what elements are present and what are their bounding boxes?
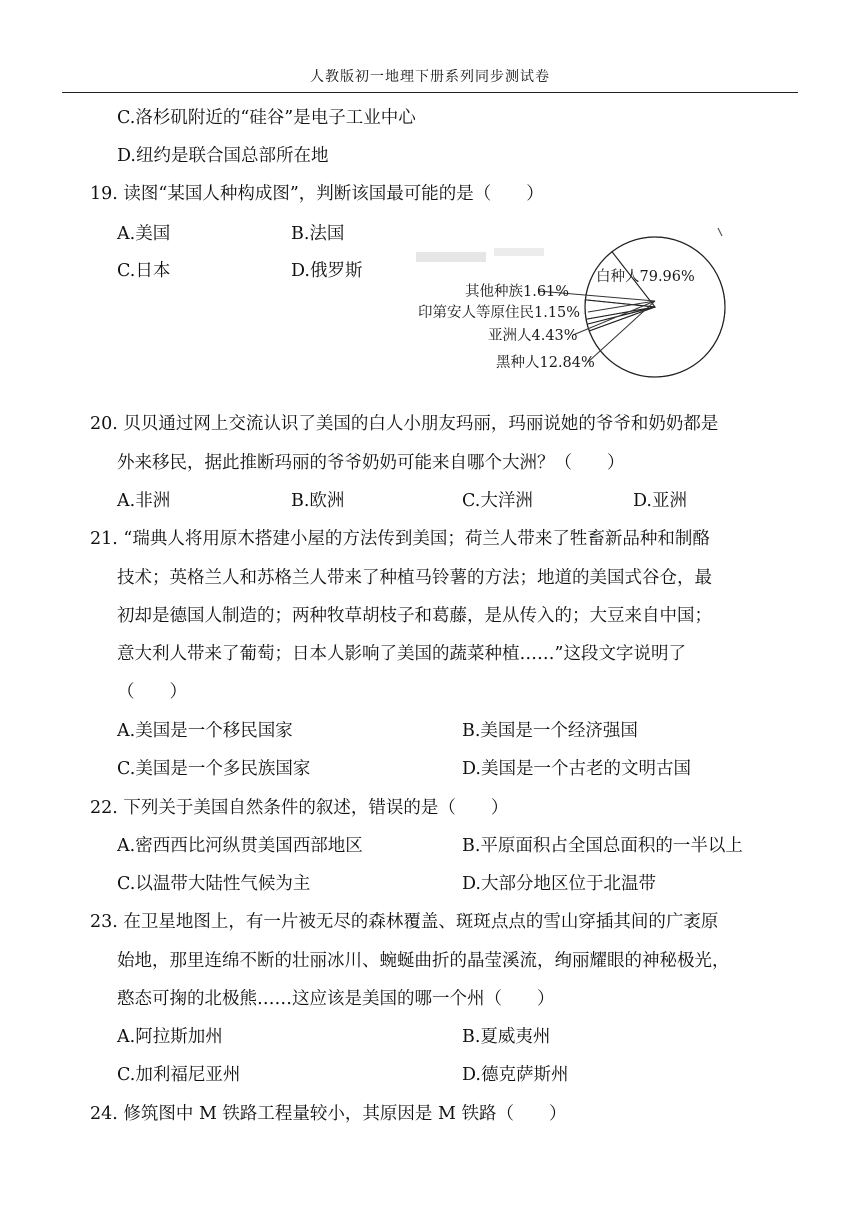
q20-stem-line1: 20. 贝贝通过网上交流认识了美国的白人小朋友玛丽，玛丽说她的爷爷和奶奶都是	[90, 414, 719, 434]
pie-label-asian: 亚洲人4.43%	[488, 328, 578, 344]
q19-option-b: B.法国	[291, 224, 345, 244]
q22-option-a: A.密西西比河纵贯美国西部地区	[117, 836, 363, 856]
q23-stem-line2: 始地，那里连绵不断的壮丽冰川、蜿蜒曲折的晶莹溪流，绚丽耀眼的神秘极光，	[117, 951, 730, 971]
q23-option-a: A.阿拉斯加州	[117, 1027, 223, 1047]
q21-stem-line1: 21. “瑞典人将用原木搭建小屋的方法传到美国；荷兰人带来了牲畜新品种和制酪	[90, 529, 710, 549]
q21-stem-line3: 初却是德国人制造的；两种牧草胡枝子和葛藤，是从传入的；大豆来自中国；	[117, 606, 712, 626]
scan-artifact	[416, 252, 486, 262]
page-header-title: 人教版初一地理下册系列同步测试卷	[310, 69, 550, 85]
q20-option-d: D.亚洲	[633, 491, 687, 511]
q23-stem-line3: 憨态可掬的北极熊……这应该是美国的哪一个州（ ）	[117, 989, 555, 1009]
q21-option-a: A.美国是一个移民国家	[117, 721, 293, 741]
q19-option-a: A.美国	[117, 224, 171, 244]
q21-stem-line2: 技术；英格兰人和苏格兰人带来了种植马铃薯的方法；地道的美国式谷仓，最	[117, 568, 712, 588]
q21-option-d: D.美国是一个古老的文明古国	[462, 759, 691, 779]
scan-artifact	[494, 248, 544, 256]
q20-stem-line2: 外来移民，据此推断玛丽的爷爷奶奶可能来自哪个大洲？（ ）	[117, 453, 625, 473]
q24-stem: 24. 修筑图中 M 铁路工程量较小，其原因是 M 铁路（ ）	[90, 1104, 567, 1124]
q21-option-c: C.美国是一个多民族国家	[117, 759, 311, 779]
q20-option-b: B.欧洲	[291, 491, 345, 511]
q23-option-d: D.德克萨斯州	[462, 1065, 569, 1085]
q21-stem-line4: 意大利人带来了葡萄；日本人影响了美国的蔬菜种植……”这段文字说明了	[117, 644, 686, 664]
q19-option-c: C.日本	[117, 261, 171, 281]
q23-stem-line1: 23. 在卫星地图上，有一片被无尽的森林覆盖、斑斑点点的雪山穿插其间的广袤原	[90, 912, 719, 932]
scan-artifact	[718, 228, 722, 236]
q18-option-c: C.洛杉矶附近的“硅谷”是电子工业中心	[117, 108, 416, 128]
q18-option-d: D.纽约是联合国总部所在地	[117, 146, 329, 166]
q23-option-c: C.加利福尼亚州	[117, 1065, 241, 1085]
pie-label-white: 白种人79.96%	[596, 269, 695, 285]
q20-option-a: A.非洲	[117, 491, 171, 511]
q19-stem: 19. 读图“某国人种构成图”，判断该国最可能的是（ ）	[90, 184, 544, 204]
q21-option-b: B.美国是一个经济强国	[462, 721, 638, 741]
header-divider	[62, 92, 798, 93]
q22-option-d: D.大部分地区位于北温带	[462, 874, 656, 894]
pie-label-black: 黑种人12.84%	[496, 355, 595, 371]
q20-option-c: C.大洋洲	[462, 491, 533, 511]
q21-stem-line5: （ ）	[117, 682, 187, 702]
q19-option-d: D.俄罗斯	[291, 261, 363, 281]
pie-label-other: 其他种族1.61%	[465, 284, 570, 300]
q22-option-c: C.以温带大陆性气候为主	[117, 874, 311, 894]
race-composition-pie-chart	[410, 222, 730, 382]
pie-label-indigenous: 印第安人等原住民1.15%	[418, 305, 581, 321]
q23-option-b: B.夏威夷州	[462, 1027, 551, 1047]
q22-stem: 22. 下列关于美国自然条件的叙述，错误的是（ ）	[90, 798, 509, 818]
q22-option-b: B.平原面积占全国总面积的一半以上	[462, 836, 743, 856]
